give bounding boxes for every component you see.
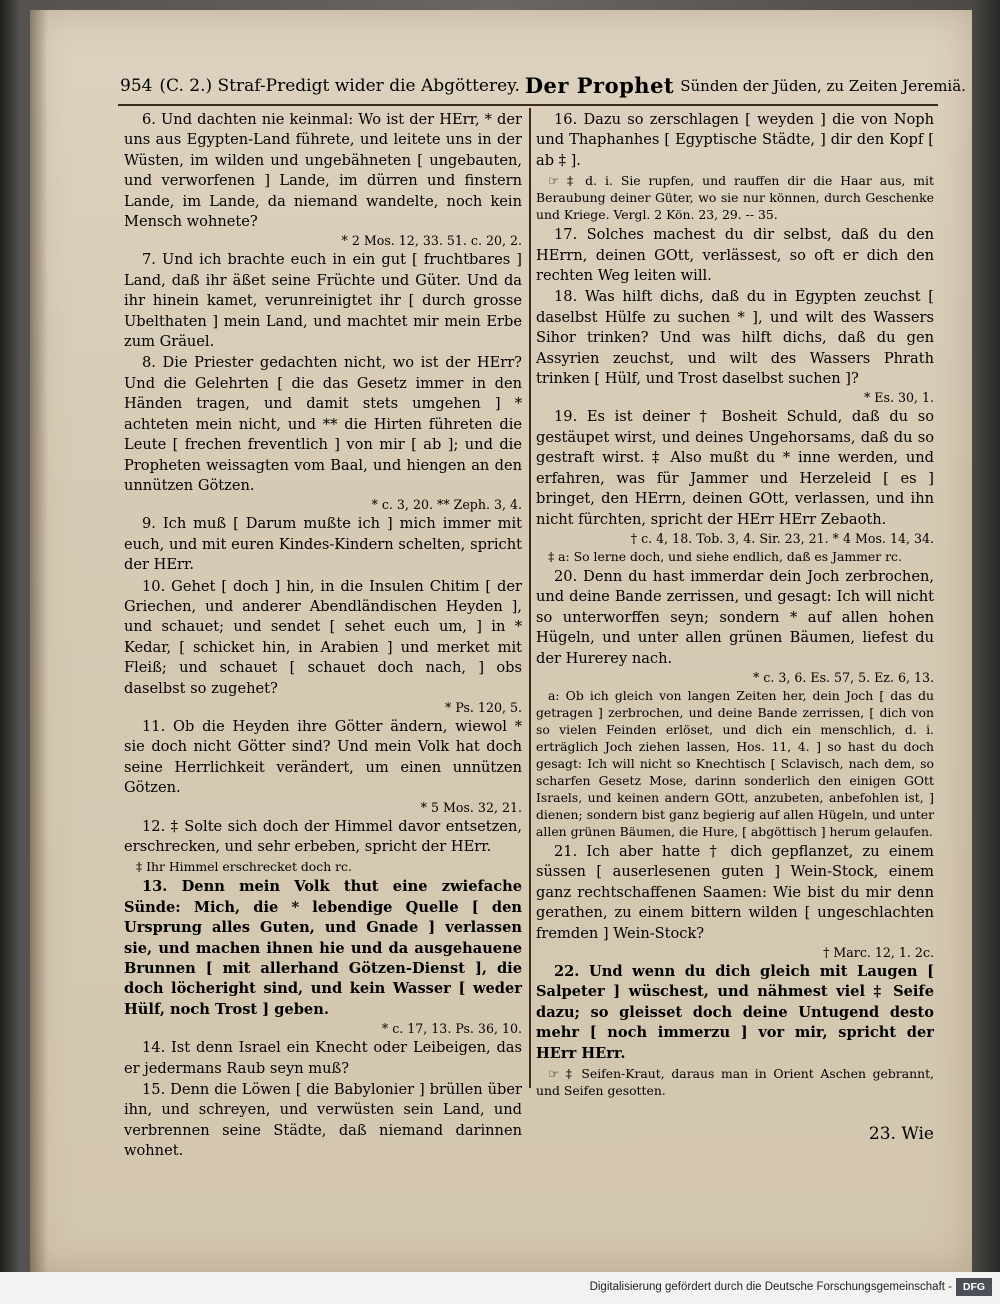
- verse-paragraph: 9. Ich muß [ Darum mußte ich ] mich immer mit euch, und mit euren Kindes-Kindern schelten, spricht der HErr.: [124, 515, 522, 574]
- verse-paragraph: 12. ‡ Solte sich doch der Himmel davor entsetzen, erschrecken, und sehr erbeben, spricht der HErr.: [124, 817, 522, 855]
- gloss-note: ‡ Ihr Himmel erschrecket doch rc.: [136, 859, 352, 875]
- verse-paragraph: 17. Solches machest du dir selbst, daß du den HErrn, deinen GOtt, verlässest, so oft er dich den rechten Weg leiten will.: [536, 226, 934, 285]
- gloss-note: ☞ ‡ d. i. Sie rupfen, und rauffen dir die Haar aus, mit Beraubung deiner Güter, wo sie nur können, durch Geschenke und Kriege. Vergl. 2 Kön. 23, 29. -- 35.: [536, 173, 934, 223]
- left-text-column: [124, 110, 522, 1245]
- footer-credit: Digitalisierung gefördert durch die Deutsche Forschungsgemeinschaft -: [589, 1281, 952, 1293]
- cross-reference: * Es. 30, 1.: [863, 390, 934, 406]
- verse-paragraph: 22. Und wenn du dich gleich mit Laugen [ Salpeter ] wüschest, und nähmest viel ‡ Seife dazu; so gleisset doch deine Untugend desto mehr [ noch immerzu ] vor mir, spricht der HErr HErr.: [536, 962, 934, 1062]
- verse-paragraph: 16. Dazu so zerschlagen [ weyden ] die von Noph und Thaphanhes [ Egyptische Städte, ] dir den Kopf [ ab ‡ ].: [536, 111, 934, 169]
- verse-paragraph: 19. Es ist deiner † Bosheit Schuld, daß du so gestäupet wirst, und deines Ungehorsams, daß du so gestraft wirst. ‡ Also mußt du * inne werden, und erfahren, was für Jammer und Herzeleid [ es ] bringet, den HErrn, deinen GOtt, verlassen, und ihn nicht fürchten, spricht der HErr HErr Zebaoth.: [536, 408, 934, 528]
- page-gutter-shadow: [30, 10, 48, 1272]
- gloss-note: ☞ ‡ Seifen-Kraut, daraus man in Orient Aschen gebrannt, und Seifen gesotten.: [536, 1066, 934, 1098]
- gloss-note: ‡ a: So lerne doch, und siehe endlich, daß es Jammer rc.: [548, 548, 902, 564]
- verse-paragraph: 10. Gehet [ doch ] hin, in die Insulen Chitim [ der Griechen, und anderer Abendländischen Heyden ], und schauet; und sendet [ sehet euch um, ] in * Kedar, [ schicket hin, in Arabien ] und merket mit Fleiß; und schauet [ schauet doch nach, ] obs daselbst so zugehet?: [124, 577, 522, 697]
- header-left-title: (C. 2.) Straf-Predigt wider die Abgötterey.: [159, 76, 520, 96]
- catchword: 23. Wie: [868, 1124, 934, 1144]
- header-right-title: Sünden der Jüden, zu Zeiten Jeremiä.: [680, 77, 966, 95]
- page-number: 954: [120, 76, 153, 96]
- verse-paragraph: 18. Was hilft dichs, daß du in Egypten zeuchst [ daselbst Hülfe zu suchen * ], und wilt des Wassers Sihor trinken? Und was hilft dichs, daß du gen Assyrien zeuchst, und wilt des Wassers Phrath trinken [ Hülf, und Trost daselbst suchen ]?: [536, 288, 934, 388]
- verse-paragraph: 21. Ich aber hatte † dich gepflanzet, zu einem süssen [ auserlesenen guten ] Wein-Stock, einem ganz rechtschaffenen Saamen: Wie bist du mir denn gerathen, zu einem bittern wilden [ ungeschlachten fremden ] Wein-Stock?: [536, 842, 934, 942]
- verse-paragraph: 13. Denn mein Volk thut eine zwiefache Sünde: Mich, die * lebendige Quelle [ den Ursprung alles Guten, und Gnade ] verlassen sie, und machen ihnen hie und da ausgehauene Brunnen [ mit allerhand Götzen-Dienst ], die doch löcheright sind, und kein Wasser [ weder Hülf, noch Trost ] geben.: [124, 878, 522, 1018]
- verse-paragraph: 8. Die Priester gedachten nicht, wo ist der HErr? Und die Gelehrten [ die das Gesetz immer in den Händen tragen, und damit stets umgehen ] * achteten mein nicht, und ** die Hirten führeten die Leute [ frechen freventlich ] von mir [ ab ]; und die Propheten weissagten vom Baal, und hiengen an den unnützen Götzen.: [124, 354, 522, 494]
- gloss-note: a: Ob ich gleich von langen Zeiten her, dein Joch [ das du getragen ] zerbrochen, und deine Bande zerrissen, [ dich von so vielen Feinden erlöset, und dich ein menschlich, d. i. erträglich Joch ziehen lassen, Hos. 11, 4. ] so hast du doch gesagt: Ich will nicht so Knechtisch [ Sclavisch, nach dem, so scharfen Gesetz Mose, darinn sonderlich den einigen GOtt Israels, und keinen andern GOtt, anzubeten, anbefohlen ist, ] dienen; sondern bist ganz begierig auf allen Hügeln, und unter allen grünen Bäumen, die Hure, [ abgöttisch ] herum gelaufen.: [536, 687, 934, 839]
- header-rule: [118, 104, 938, 106]
- cross-reference: † Marc. 12, 1. 2c.: [823, 944, 934, 960]
- cross-reference: * Ps. 120, 5.: [445, 699, 522, 715]
- cross-reference: * 2 Mos. 12, 33. 51. c. 20, 2.: [341, 233, 522, 249]
- cross-reference: * c. 3, 20. ** Zeph. 3, 4.: [371, 497, 522, 513]
- running-header: [120, 72, 966, 100]
- column-divider: [529, 108, 531, 1088]
- verse-paragraph: 11. Ob die Heyden ihre Götter ändern, wiewol * sie doch nicht Götter sind? Und mein Volk hat doch seine Herrlichkeit verändert, um einen unnützen Götzen.: [124, 717, 522, 797]
- verse-paragraph: 6. Und dachten nie keinmal: Wo ist der HErr, * der uns aus Egypten-Land führete, und leitete uns in der Wüsten, im wilden und ungebähneten [ ungebauten, und verworfenen ] Lande, im dürren und finstern Lande, im Lande, da niemand wandelte, noch kein Mensch wohnete?: [124, 111, 522, 231]
- header-center-title: Der Prophet: [524, 73, 675, 98]
- verse-paragraph: 15. Denn die Löwen [ die Babylonier ] brüllen über ihn, und schreyen, und verwüsten sein Land, und verbrennen seine Städte, daß niemand darinnen wohnet.: [124, 1081, 522, 1160]
- cross-reference: * c. 17, 13. Ps. 36, 10.: [381, 1021, 522, 1037]
- verse-paragraph: 14. Ist denn Israel ein Knecht oder Leibeigen, das er jedermans Raub seyn muß?: [124, 1039, 522, 1077]
- verse-paragraph: 7. Und ich brachte euch in ein gut [ fruchtbares ] Land, daß ihr äßet seine Früchte und Güter. Und da ihr hinein kamet, verunreinigtet ihr [ durch grosse Ubelthaten ] mein Land, und machtet mir mein Erbe zum Gräuel.: [124, 251, 522, 351]
- cross-reference: † c. 4, 18. Tob. 3, 4. Sir. 23, 21. * 4 Mos. 14, 34.: [630, 530, 934, 546]
- right-text-column: [536, 110, 934, 1245]
- verse-paragraph: 20. Denn du hast immerdar dein Joch zerbrochen, und deine Bande zerrissen, und gesagt: Ich will nicht so unterworffen seyn; sondern * auf allen hohen Hügeln, und unter allen grünen Bäumen, liefest du der Hurerey nach.: [536, 567, 934, 667]
- digitization-footer: [0, 1272, 1000, 1304]
- cross-reference: * 5 Mos. 32, 21.: [420, 799, 522, 815]
- cross-reference: * c. 3, 6. Es. 57, 5. Ez. 6, 13.: [753, 669, 934, 685]
- dfg-logo: DFG: [956, 1278, 992, 1296]
